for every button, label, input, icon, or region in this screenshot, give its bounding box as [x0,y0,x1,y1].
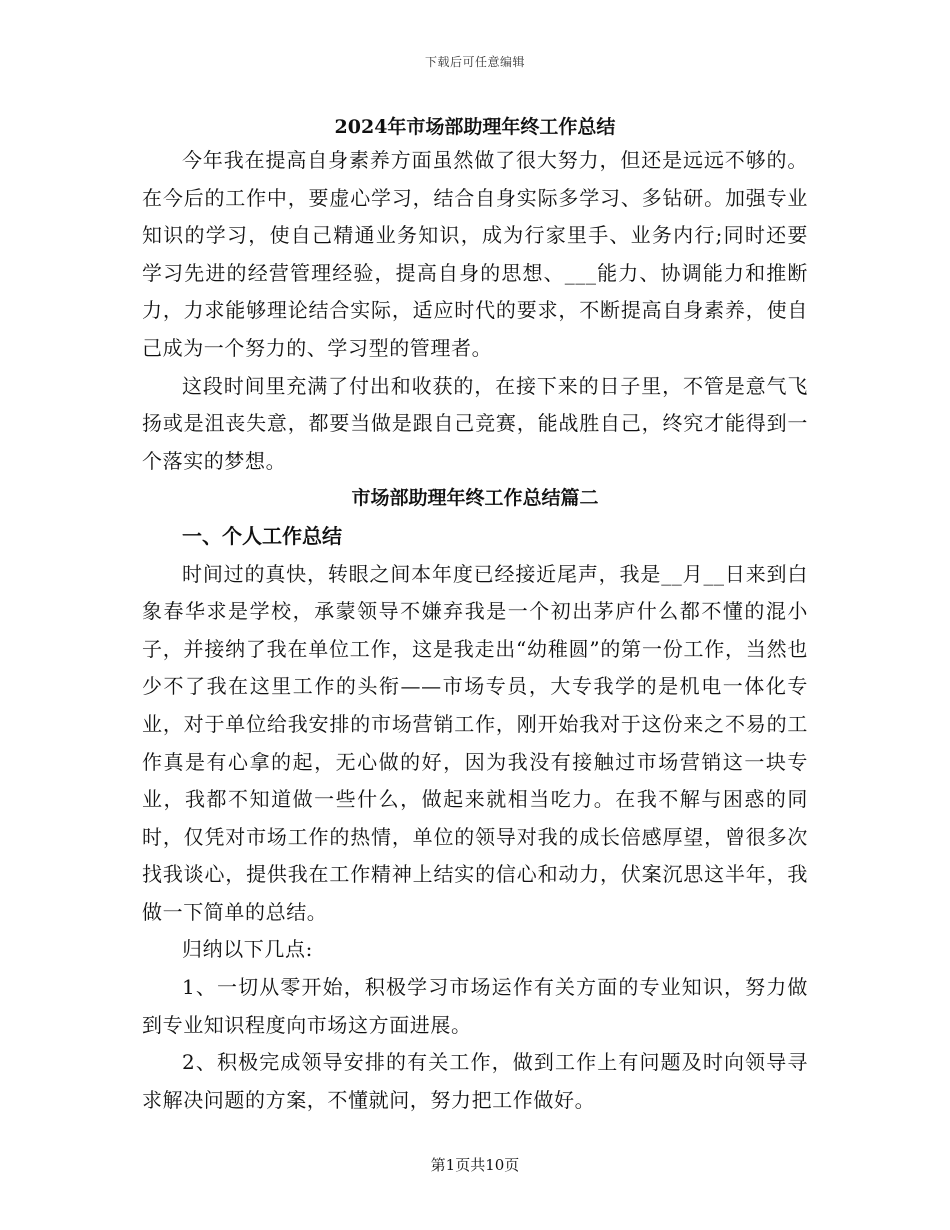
section-title: 市场部助理年终工作总结篇二 [351,487,599,510]
paragraph: 2、积极完成领导安排的有关工作，做到工作上有问题及时向领导寻求解决问题的方案，不懂就问，努力把工作做好。 [142,1050,808,1112]
paragraph: 这段时间里充满了付出和收获的，在接下来的日子里，不管是意气飞扬或是沮丧失意，都要当做是跟自己竞赛，能战胜自己，终究才能得到一个落实的梦想。 [142,373,808,473]
paragraph: 时间过的真快，转眼之间本年度已经接近尾声，我是__月__日来到白象春华求是学校，承蒙领导不嫌弃我是一个初出茅庐什么都不懂的混小子，并接纳了我在单位工作，这是我走出“幼稚圆”的第一份工作，当然也少不了我在这里工作的头衔——市场专员，大专我学的是机电一体化专业，对于单位给我安排的市场营销工作，刚开始我对于这份来之不易的工作真是有心拿的起，无心做的好，因为我没有接触过市场营销这一块专业，我都不知道做一些什么，做起来就相当吃力。在我不解与困惑的同时，仅凭对市场工作的热情，单位的领导对我的成长倍感厚望，曾很多次找我谈心，提供我在工作精神上结实的信心和动力，伏案沉思这半年，我做一下简单的总结。 [142,561,808,924]
paragraph: 1、一切从零开始，积极学习市场运作有关方面的专业知识，努力做到专业知识程度向市场这方面进展。 [142,975,808,1037]
document-body [142,112,808,1119]
header-note: 下载后可任意编辑 [424,55,525,69]
paragraph: 今年我在提高自身素养方面虽然做了很大努力，但还是远远不够的。在今后的工作中，要虚心学习，结合自身实际多学习、多钻研。加强专业知识的学习，使自己精通业务知识，成为行家里手、业务内行;同时还要学习先进的经营管理经验，提高自身的思想、___能力、协调能力和推断力，力求能够理论结合实际，适应时代的要求，不断提高自身素养，使自己成为一个努力的、学习型的管理者。 [142,148,808,360]
paragraph: 归纳以下几点: [182,937,313,962]
document-title: 2024年市场部助理年终工作总结 [334,116,616,138]
page-number: 第1页共10页 [430,1156,520,1174]
sub-heading: 一、个人工作总结 [182,523,342,548]
